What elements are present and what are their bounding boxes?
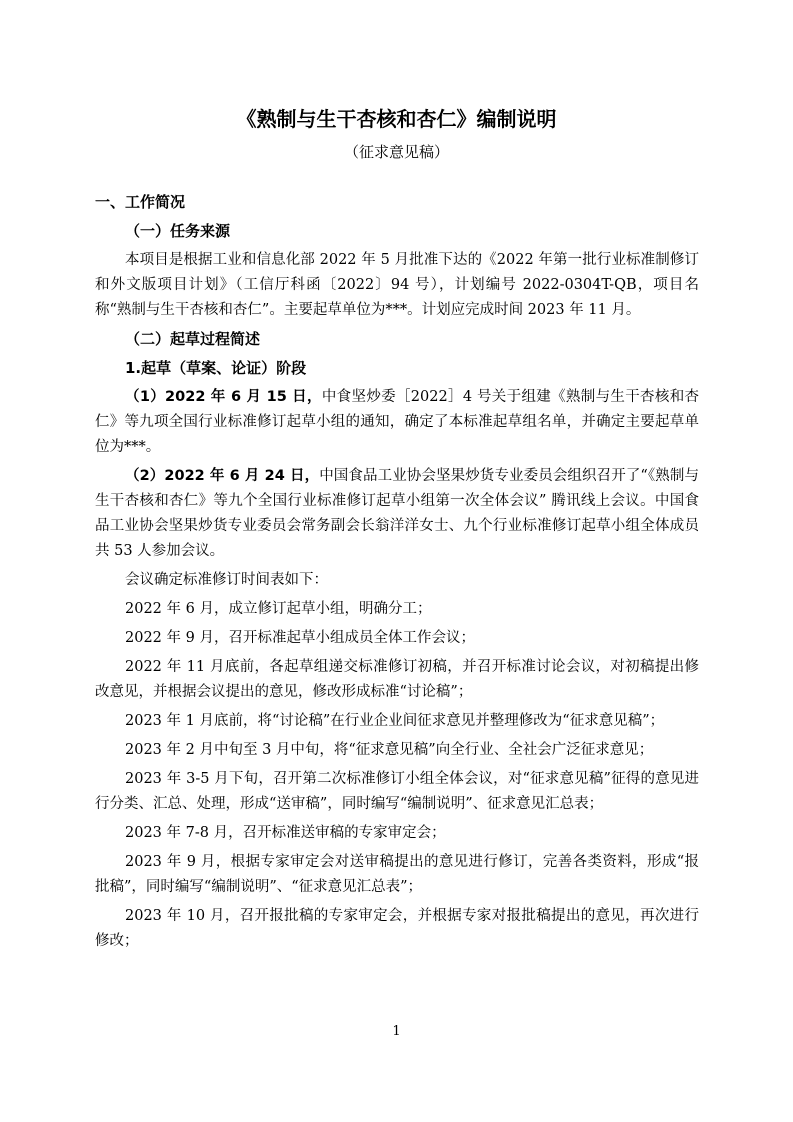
subsection-heading-task-source: （一）任务来源: [125, 222, 231, 240]
schedule-item: 2022 年 11 月底前，各起草组递交标准修订初稿，并召开标准讨论会议，对初稿提出修改意见，并根据会议提出的意见，修改形成标准“讨论稿”；: [95, 659, 699, 700]
schedule-item: 2023 年 10 月，召开报批稿的专家审定会，并根据专家对报批稿提出的意见，再次进行修改；: [95, 908, 699, 949]
document-body: [95, 190, 699, 958]
task-source-paragraph: 本项目是根据工业和信息化部 2022 年 5 月批准下达的《2022 年第一批行业标准制修订和外文版项目计划》（工信厅科函〔2022〕94 号），计划编号 2022-0304T-QB，项目名称“熟制与生干杏核和杏仁”。主要起草单位为***。计划应完成时间 2023 年 11 月。: [95, 252, 699, 318]
process-item-1-text: 中食坚炒委［2022］4 号关于组建《熟制与生干杏核和杏仁》等九项全国行业标准修订起草小组的通知，确定了本标准起草组名单，并确定主要起草单位为***。: [95, 389, 700, 455]
schedule-item: 2023 年 1 月底前，将“讨论稿”在行业企业间征求意见并整理修改为“征求意见稿”；: [125, 713, 665, 729]
process-item-1: [95, 385, 699, 460]
schedule-item: 2022 年 9 月，召开标准起草小组成员全体工作会议；: [125, 630, 475, 646]
schedule-item: 2023 年 2 月中旬至 3 月中旬，将“征求意见稿”向全行业、全社会广泛征求意见；: [125, 742, 654, 758]
process-item-2-text: 中国食品工业协会坚果炒货专业委员会组织召开了“《熟制与生干杏核和杏仁》等九个全国行业标准修订起草小组第一次全体会议” 腾讯线上会议。中国食品工业协会坚果炒货专业委员会常务副会长翁洋洋女士、九个行业标准修订起草小组全体成员共 53 人参加会议。: [95, 468, 699, 559]
section-heading-work-overview: 一、工作简况: [95, 193, 186, 211]
schedule-intro: 会议确定标准修订时间表如下：: [125, 572, 328, 588]
process-item-2-date: （2）2022 年 6 月 24 日，: [125, 468, 320, 484]
document-title: 《熟制与生干杏核和杏仁》编制说明: [236, 107, 557, 131]
process-item-1-date: （1）2022 年 6 月 15 日，: [125, 389, 322, 405]
stage-heading-drafting: 1.起草（草案、论证）阶段: [125, 359, 307, 377]
document-subtitle: （征求意见稿）: [343, 143, 449, 161]
schedule-item: 2023 年 3-5 月下旬，召开第二次标准修订小组全体会议，对“征求意见稿”征得的意见进行分类、汇总、处理，形成“送审稿”，同时编写“编制说明”、征求意见汇总表；: [95, 771, 699, 812]
schedule-item: 2022 年 6 月，成立修订起草小组，明确分工；: [125, 601, 432, 617]
schedule-item: 2023 年 7-8 月，召开标准送审稿的专家审定会；: [125, 825, 446, 841]
schedule-item: 2023 年 9 月，根据专家审定会对送审稿提出的意见进行修订，完善各类资料，形成“报批稿”，同时编写“编制说明”、“征求意见汇总表”；: [95, 854, 699, 895]
page-number: 1: [392, 1024, 401, 1039]
process-item-2: [95, 464, 699, 564]
subsection-heading-drafting-process: （二）起草过程简述: [125, 330, 261, 348]
